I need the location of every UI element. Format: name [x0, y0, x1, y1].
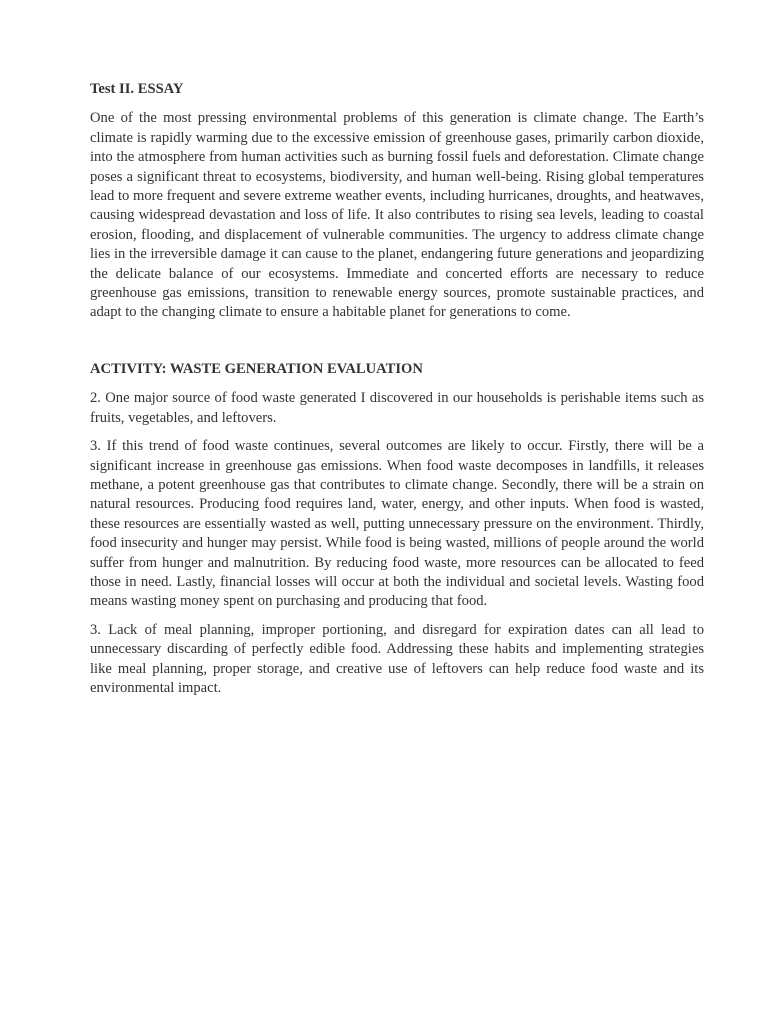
answer-paragraph-1: 2. One major source of food waste generated I discovered in our households is perishable items such as fruits, vegetables, and leftovers.	[90, 390, 704, 426]
activity-heading: ACTIVITY: WASTE GENERATION EVALUATION	[90, 360, 423, 377]
test-essay-heading: Test II. ESSAY	[90, 81, 184, 97]
section-spacer	[90, 332, 704, 360]
document-page	[90, 80, 704, 707]
essay-paragraph: One of the most pressing environmental problems of this generation is climate change. The Earth’s climate is rapidly warming due to the excessive emission of greenhouse gases, primarily carbon dioxide, into the atmosphere from human activities such as burning fossil fuels and deforestation. Climate change poses a significant threat to ecosystems, biodiversity, and human well-being. Rising global temperatures lead to more frequent and severe extreme weather events, including hurricanes, droughts, and heatwaves, causing widespread devastation and loss of life. It also contributes to rising sea levels, leading to coastal erosion, flooding, and displacement of vulnerable communities. The urgency to address climate change lies in the irreversible damage it can cause to the planet, endangering future generations and jeopardizing the delicate balance of our ecosystems. Immediate and concerted efforts are necessary to reduce greenhouse gas emissions, transition to renewable energy sources, promote sustainable practices, and adapt to the changing climate to ensure a habitable planet for generations to come.	[90, 110, 704, 321]
test-essay-section	[90, 80, 704, 323]
answer-paragraph-3: 3. Lack of meal planning, improper portioning, and disregard for expiration dates can all lead to unnecessary discarding of perfectly edible food. Addressing these habits and implementing strategies like meal planning, proper storage, and creative use of leftovers can help reduce food waste and its environmental impact.	[90, 621, 704, 696]
answer-paragraph-2: 3. If this trend of food waste continues, several outcomes are likely to occur. Firstly, there will be a significant increase in greenhouse gas emissions. When food waste decomposes in landfills, it releases methane, a potent greenhouse gas that contributes to climate change. Secondly, there will be a strain on natural resources. Producing food requires land, water, energy, and other inputs. When food is wasted, these resources are essentially wasted as well, putting unnecessary pressure on the environment. Thirdly, food insecurity and hunger may persist. While food is being wasted, millions of people around the world suffer from hunger and malnutrition. By reducing food waste, more resources can be allocated to feed those in need. Lastly, financial losses will occur at both the individual and societal levels. Wasting food means wasting money spent on purchasing and producing that food.	[90, 438, 704, 610]
activity-section	[90, 360, 704, 699]
